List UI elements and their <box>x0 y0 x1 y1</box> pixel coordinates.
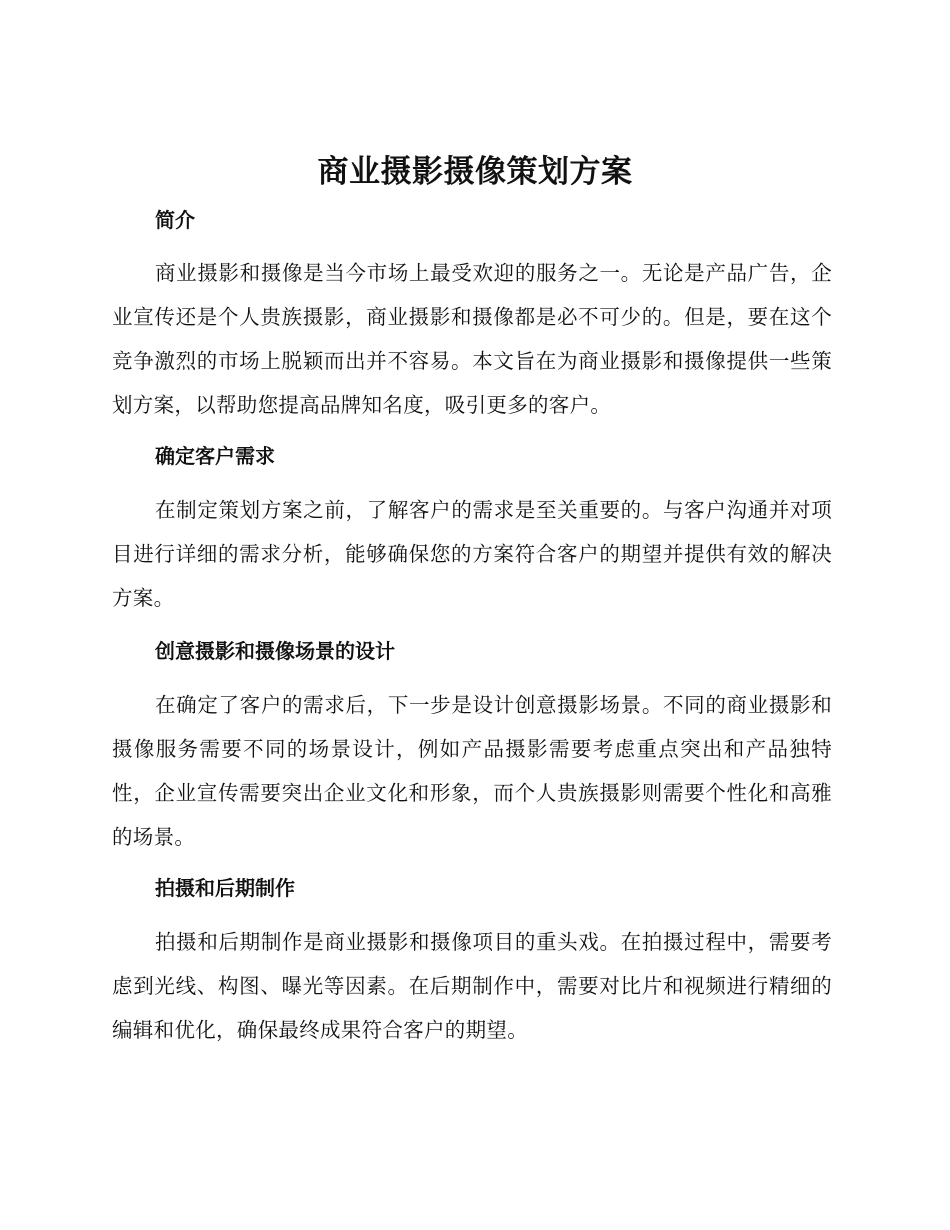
section-body-scene-design: 在确定了客户的需求后，下一步是设计创意摄影场景。不同的商业摄影和摄像服务需要不同的场景设计，例如产品摄影需要考虑重点突出和产品独特性，企业宣传需要突出企业文化和形象，而个人贵族摄影则需要个性化和高雅的场景。 <box>112 693 832 849</box>
section-heading-shooting-post: 拍摄和后期制作 <box>155 876 295 900</box>
section-heading-client-needs: 确定客户需求 <box>155 444 275 468</box>
section-body-intro: 商业摄影和摄像是当今市场上最受欢迎的服务之一。无论是产品广告，企业宣传还是个人贵族摄影，商业摄影和摄像都是必不可少的。但是，要在这个竞争激烈的市场上脱颖而出并不容易。本文旨在为商业摄影和摄像提供一些策划方案，以帮助您提高品牌知名度，吸引更多的客户。 <box>112 261 832 417</box>
section-heading-scene-design: 创意摄影和摄像场景的设计 <box>155 639 395 663</box>
section-body-shooting-post: 拍摄和后期制作是商业摄影和摄像项目的重头戏。在拍摄过程中，需要考虑到光线、构图、曝光等因素。在后期制作中，需要对比片和视频进行精细的编辑和优化，确保最终成果符合客户的期望。 <box>112 930 832 1042</box>
document-title: 商业摄影摄像策划方案 <box>317 154 633 190</box>
section-heading-intro: 简介 <box>155 208 195 232</box>
section-body-client-needs: 在制定策划方案之前，了解客户的需求是至关重要的。与客户沟通并对项目进行详细的需求分析，能够确保您的方案符合客户的期望并提供有效的解决方案。 <box>112 498 832 610</box>
